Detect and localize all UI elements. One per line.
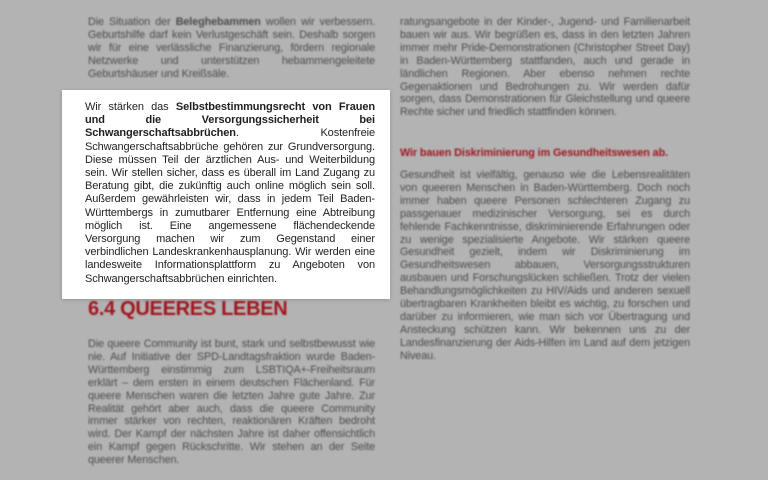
- midwives-paragraph: Die Situation der Beleghebammen wollen wir verbessern. Geburtshilfe darf kein Verlustgeschäft sein. Deshalb sorgen wir für eine verlässliche Finanzierung, fördern regionale Netzwerke und unterstützen hebammengeleitete Geburtshäuser und Kreißsäle.: [88, 16, 375, 80]
- highlight-overlay-box: [62, 90, 390, 299]
- section-heading-queeres-leben: 6.4 QUEERES LEBEN: [88, 298, 288, 320]
- pride-demonstrations-paragraph: ratungsangebote in der Kinder-, Jugend- und Familienarbeit bauen wir aus. Wir begrüßen es, dass in den letzten Jahren immer mehr Pride-Demonstrationen (Christopher Street Day) in Baden-Württemberg stattfanden, auch und gerade in ländlichen Regionen. Aber ebenso nehmen rechte Gegenaktionen und Bedrohungen zu. Wir werden dafür sorgen, dass Demonstrationen für Gleichstellung und queere Rechte sicher und friedlich stattfinden können.: [400, 16, 690, 119]
- abortion-rights-paragraph: Wir stärken das Selbstbestimmungsrecht von Frauen und die Versorgungssicherheit bei Schwangerschaftsabbrüchen. Kostenfreie Schwangerschaftsabbrüche gehören zur Grundversorgung. Diese müssen Teil der ärztlichen Aus- und Weiterbildung sein. Wir stellen sicher, dass es überall im Land Zugang zu Beratung gibt, die zukünftig auch online möglich sein soll. Außerdem gewährleisten wir, dass in jedem Teil Baden-Württembergs in zumutbarer Entfernung eine Abtreibung möglich ist. Eine angemessene flächendeckende Versorgung machen wir zum Gegenstand einer verbindlichen Landeskrankenhausplanung. Wir werden eine landesweite Informationsplattform zu Angeboten von Schwangerschaftsabbrüchen einrichten.: [85, 101, 375, 285]
- queer-community-paragraph: Die queere Community ist bunt, stark und selbstbewusst wie nie. Auf Initiative der SPD-Landtagsfraktion wurde Baden-Württemberg einstimmig zum LSBTIQA+-Freiheitsraum erklärt – dem ersten in einem deutschen Flächenland. Für queere Menschen waren die letzten Jahre gute Jahre. Zur Realität gehört aber auch, dass die queere Community immer stärker von rechten, reaktionären Kräften bedroht wird. Der Kampf der nächsten Jahre ist daher offensichtlich ein Kampf gegen Rückschritte. Wir stehen an der Seite queerer Menschen.: [88, 338, 375, 467]
- queer-health-paragraph: Gesundheit ist vielfältig, genauso wie die Lebensrealitäten von queeren Menschen in Baden-Württemberg. Doch noch immer haben queere Personen schlechteren Zugang zu passgenauer medizinischer Versorgung, sei es durch fehlende Fachkenntnisse, diskriminierende Erfahrungen oder zu wenige spezialisierte Angebote. Wir stärken queere Gesundheit gezielt, indem wir Diskriminierung im Gesundheitswesen abbauen, Versorgungsstrukturen ausbauen und Forschungslücken schließen. Trotz der vielen Behandlungsmöglichkeiten zu HIV/Aids und anderen sexuell übertragbaren Krankheiten bleibt es wichtig, zu forschen und darüber zu informieren, wie man sich vor Übertragung und Ansteckung schützen kann. Wir bekennen uns zu der Landesfinanzierung der Aids-Hilfen im Land auf dem jetzigen Niveau.: [400, 169, 690, 362]
- subheading-health-discrimination: Wir bauen Diskriminierung im Gesundheitswesen ab.: [400, 147, 668, 159]
